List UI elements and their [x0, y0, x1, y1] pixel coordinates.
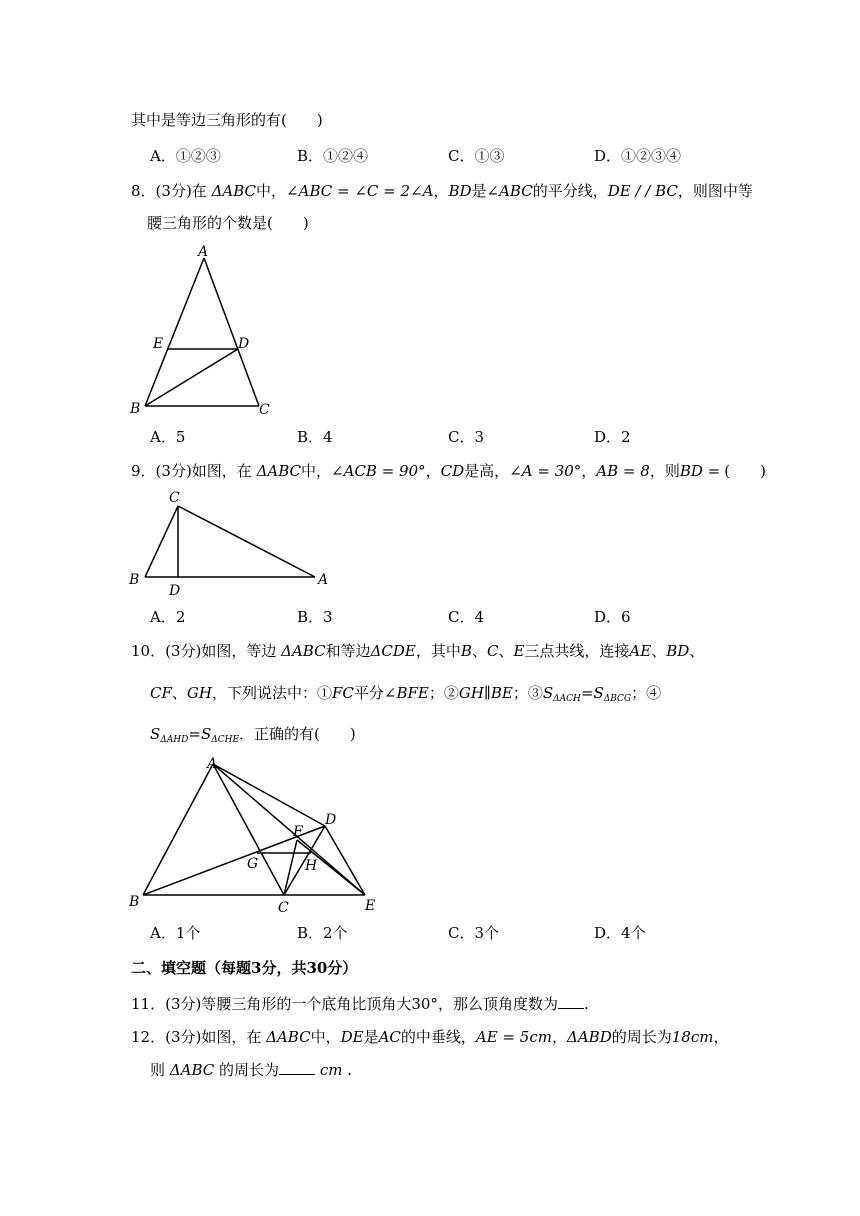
q12-text: 中， [310, 1028, 341, 1046]
q10-text: ，下列说法中：① [211, 684, 332, 702]
q12-text: 的中垂线， [400, 1028, 476, 1046]
q10-math: GH [186, 684, 212, 702]
q10-math: S [150, 725, 161, 743]
q12-math: 18cm [671, 1028, 714, 1046]
q10-label-e: E [365, 898, 376, 914]
q10-text: = [188, 725, 201, 743]
q10-math: S [200, 725, 212, 743]
q10-text: 、 [689, 642, 705, 660]
q12-text: 的周长为 [219, 1061, 280, 1079]
q8-label-d: D [238, 336, 250, 352]
q12-math: DE [340, 1028, 364, 1046]
q10-label-h: H [305, 858, 318, 874]
q9-text: ( ) [724, 462, 766, 480]
q11-math: 30° [411, 995, 438, 1013]
q12-text: ， [551, 1028, 567, 1046]
q10-subscript: ΔAHD [160, 735, 189, 745]
q10-math: C [486, 642, 499, 660]
q9-math: AB = 8 [596, 462, 650, 480]
q10-label-g: G [247, 856, 259, 872]
q8-figure [125, 240, 285, 420]
q8-math: ΔABC [211, 182, 257, 200]
q9-option-a: A．2 [150, 608, 186, 626]
q10-text: ；③ [512, 684, 543, 702]
q8-text: 的平分线， [532, 182, 608, 200]
q10-option-d: D．4个 [594, 924, 646, 942]
q9-text: ， [581, 462, 597, 480]
q10-text: ；② [428, 684, 459, 702]
q10-text: 、 [171, 684, 187, 702]
q10-math: CF [150, 684, 172, 702]
q10-math: S [593, 684, 604, 702]
q10-label-c: C [278, 900, 289, 916]
q10-figure [125, 752, 395, 917]
q10-text: ，其中 [415, 642, 461, 660]
q9-number: 9．(3分)如图，在 [131, 462, 252, 480]
q10-math: FC [332, 684, 354, 702]
q10-text: ．正确的有( ) [239, 725, 356, 743]
q8-option-a: A．5 [150, 428, 186, 446]
q12-answer-blank[interactable] [279, 1060, 315, 1075]
q10-subscript: ΔCHE [211, 735, 240, 745]
q9-figure [125, 485, 345, 600]
q12-math: AC [378, 1028, 401, 1046]
q8-text: 是 [471, 182, 487, 200]
q9-text: ， [425, 462, 441, 480]
q8-stem-line2: 腰三角形的个数是( ) [147, 214, 309, 232]
q8-option-c: C．3 [448, 428, 485, 446]
q12-text: . [347, 1061, 353, 1079]
q10-math: BD [666, 642, 690, 660]
q9-option-b: B．3 [297, 608, 333, 626]
q11-answer-blank[interactable] [558, 994, 584, 1009]
q10-math: B [460, 642, 472, 660]
q10-option-b: B．2个 [297, 924, 348, 942]
q10-text: 平分 [353, 684, 384, 702]
q8-text: ，则图中等 [677, 182, 753, 200]
q10-label-a: A [207, 756, 218, 772]
q8-math: ∠ABC = ∠C = 2∠A [286, 182, 434, 200]
section-title: 二、填空题（每题3分，共30分） [131, 959, 358, 977]
q8-math: ∠ABC [486, 182, 533, 200]
q10-math: ΔABC [281, 642, 326, 660]
q12-text: 12．(3分)如图，在 [131, 1028, 262, 1046]
q7-stem-tail: 其中是等边三角形的有( ) [131, 111, 323, 129]
q10-text: 、 [471, 642, 487, 660]
q10-math: S [542, 684, 554, 702]
q8-option-b: B．4 [297, 428, 333, 446]
q12-math: ΔABC [169, 1061, 215, 1079]
q9-label-a: A [318, 572, 329, 588]
q11-text: . [583, 995, 589, 1013]
q10-text: 和等边 [325, 642, 371, 660]
q10-text: 三点共线，连接 [524, 642, 630, 660]
q11-text: 11．(3分)等腰三角形的一个底角比顶角大 [131, 995, 412, 1013]
q10-stem-line2 [150, 683, 661, 709]
q9-label-d: D [169, 583, 181, 599]
q8-text: 中， [256, 182, 287, 200]
q10-option-a: A．1个 [150, 924, 201, 942]
q9-label-c: C [169, 490, 180, 506]
q9-math: ∠A = 30° [509, 462, 582, 480]
q10-text: 、 [651, 642, 667, 660]
q12-stem-line1 [131, 1027, 728, 1047]
q9-math: ∠ACB = 90° [331, 462, 426, 480]
q10-label-f: F [293, 824, 303, 840]
q10-label-b: B [129, 894, 140, 910]
q8-number: 8．(3分)在 [131, 182, 207, 200]
q11-stem [131, 994, 589, 1014]
q8-stem-line1 [131, 181, 753, 201]
q9-text: 是高， [464, 462, 510, 480]
q10-math: AE [629, 642, 652, 660]
q9-text: 中， [301, 462, 332, 480]
q9-option-d: D．6 [594, 608, 631, 626]
q10-number: 10．(3分)如图，等边 [131, 642, 277, 660]
q8-label-b: B [130, 401, 141, 417]
q8-math: BD [448, 182, 472, 200]
q7-option-c: C．①③ [448, 147, 505, 165]
q9-math: CD [440, 462, 465, 480]
q12-math: ΔABC [266, 1028, 311, 1046]
q9-option-c: C．4 [448, 608, 485, 626]
q9-math: ΔABC [256, 462, 302, 480]
q8-label-c: C [259, 402, 270, 418]
q11-text: ，那么顶角度数为 [437, 995, 558, 1013]
q10-math: E [513, 642, 525, 660]
q12-math: AE = 5cm [475, 1028, 552, 1046]
q9-text: ，则 [649, 462, 680, 480]
q9-label-b: B [129, 572, 140, 588]
q10-math: ∠BFE [383, 684, 429, 702]
q10-text: ；④ [631, 684, 662, 702]
q12-math: ΔABD [567, 1028, 612, 1046]
q7-option-a: A．①②③ [150, 147, 221, 165]
q12-unit: cm [319, 1061, 343, 1079]
q9-stem [131, 461, 766, 481]
q10-text: = [580, 684, 594, 702]
q8-label-e: E [153, 336, 164, 352]
q8-option-d: D．2 [594, 428, 631, 446]
q12-text: 是 [363, 1028, 379, 1046]
q10-option-c: C．3个 [448, 924, 500, 942]
q10-math: ΔCDE [370, 642, 416, 660]
q8-math: DE / / BC [607, 182, 678, 200]
q12-text: 则 [150, 1061, 166, 1079]
q10-label-d: D [325, 812, 337, 828]
q8-label-a: A [198, 244, 209, 260]
q9-math: BD = [679, 462, 721, 480]
q10-stem-line3 [150, 724, 356, 750]
q12-text: ， [713, 1028, 729, 1046]
q7-option-b: B．①②④ [297, 147, 369, 165]
q10-subscript: ΔBCG [603, 694, 632, 704]
q12-stem-line2 [150, 1060, 352, 1080]
q10-text: 、 [498, 642, 514, 660]
q10-subscript: ΔACH [553, 694, 581, 704]
q7-option-d: D．①②③④ [594, 147, 682, 165]
q10-math: GH∥BE [458, 684, 513, 702]
q8-text: ， [433, 182, 449, 200]
q12-text: 的周长为 [611, 1028, 672, 1046]
q10-stem-line1 [131, 641, 704, 661]
